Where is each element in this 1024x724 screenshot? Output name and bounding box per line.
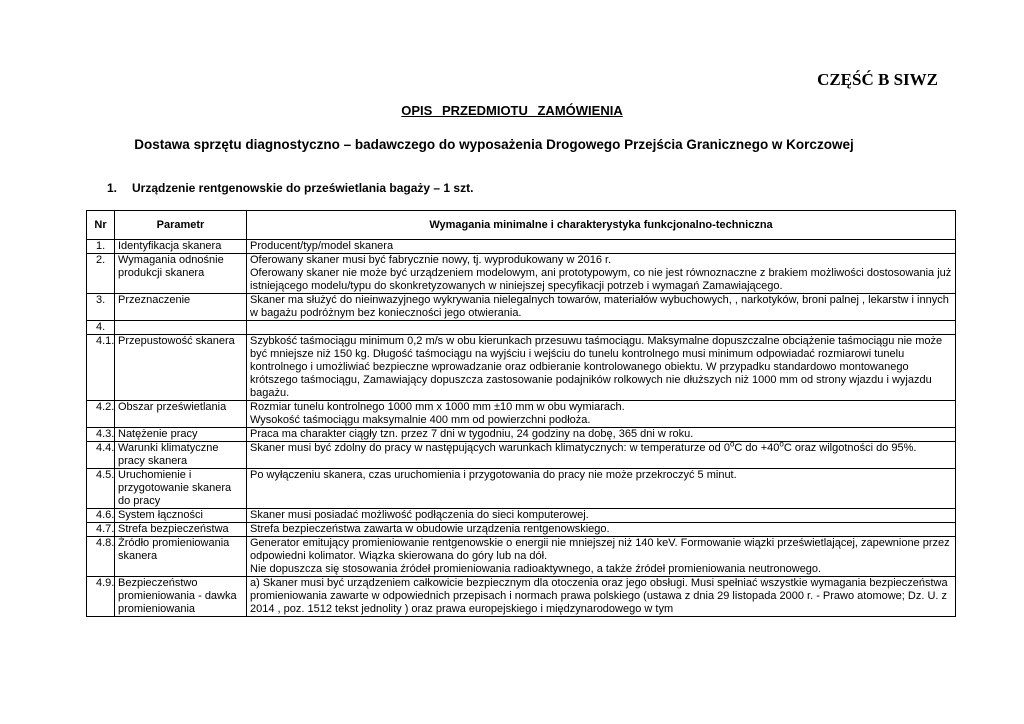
- row-requirement: [247, 439, 956, 469]
- requirement-paragraph: Rozmiar tunelu kontrolnego 1000 mm x 1000 mm ±10 mm w obu wymiarach.: [250, 401, 625, 413]
- requirement-paragraph: a) Skaner musi być urządzeniem całkowicie bezpiecznym dla otoczenia oraz jego obsługi. Musi spełniać wszystkie wymagania bezpieczeństwa promieniowania zawarte w odpowiednich przepisach i normach prawa polskiego (ustawa z dnia 29 listopada 2000 r. - Prawo atomowe; Dz. U. z 2014 , poz. 1512 tekst jednolity ) oraz prawa europejskiego i międzynarodowego w tym: [250, 577, 948, 615]
- row-number: 4.9.: [87, 577, 115, 617]
- row-parameter: Natężenie pracy: [115, 428, 247, 442]
- requirement-paragraph: Oferowany skaner musi być fabrycznie nowy, tj. wyprodukowany w 2016 r.: [250, 254, 612, 266]
- row-parameter: Obszar prześwietlania: [115, 401, 247, 428]
- row-parameter: Bezpieczeństwo promieniowania - dawka promieniowania: [115, 577, 247, 617]
- table-row: [87, 577, 956, 617]
- requirement-paragraph: Skaner ma służyć do nieinwazyjnego wykrywania nielegalnych towarów, materiałów wybuchowych, , narkotyków, broni palnej , lekarstw i innych w bagażu podróżnym bez konieczności jego otwierania.: [250, 294, 949, 319]
- degree-superscript: o: [779, 439, 784, 449]
- document-subtitle: Dostawa sprzętu diagnostyczno – badawczego do wyposażenia Drogowego Przejścia Granicznego w Korczowej: [134, 137, 854, 152]
- row-number: 4.4.: [87, 442, 115, 469]
- row-number: 4.3.: [87, 428, 115, 442]
- section-title: Urządzenie rentgenowskie do prześwietlania bagaży – 1 szt.: [132, 181, 474, 195]
- row-number: 4.6.: [87, 509, 115, 523]
- row-requirement: [247, 335, 956, 401]
- requirement-paragraph: Nie dopuszcza się stosowania źródeł promieniowania radioaktywnego, a także źródeł promieniowania neutronowego.: [250, 563, 822, 575]
- row-requirement: [247, 294, 956, 321]
- table-row: [87, 537, 956, 577]
- table-row: [87, 335, 956, 401]
- table-row: [87, 442, 956, 469]
- document-title: OPIS PRZEDMIOTU ZAMÓWIENIA: [401, 103, 623, 118]
- row-number: 2.: [87, 254, 115, 294]
- row-parameter: System łączności: [115, 509, 247, 523]
- row-requirement: [247, 401, 956, 428]
- column-header-parameter: Parametr: [115, 211, 247, 240]
- table-row: [87, 428, 956, 442]
- row-number: 4.: [87, 321, 115, 335]
- requirement-paragraph: Oferowany skaner nie może być urządzeniem modelowym, ani prototypowym, co nie jest równoznaczne z brakiem możliwości dostosowania już istniejącego modelu/typu do skonkretyzowanych w niniejszej specyfikacji potrzeb i wymagań Zamawiającego.: [250, 267, 952, 292]
- requirements-table: [86, 210, 956, 617]
- requirement-paragraph: Skaner musi być zdolny do pracy w następujących warunkach klimatycznych: w temperaturze od 0$^o$C do $+40^oC$ oraz wilgotności do 95%.: [250, 439, 917, 454]
- row-requirement: [247, 469, 956, 509]
- table-row: [87, 240, 956, 254]
- requirement-paragraph: Skaner musi posiadać możliwość podłączenia do sieci komputerowej.: [250, 509, 589, 521]
- row-requirement: [247, 321, 956, 335]
- row-parameter: [115, 321, 247, 335]
- row-number: 4.7.: [87, 523, 115, 537]
- table-row: [87, 523, 956, 537]
- table-header-row: [87, 211, 956, 240]
- row-parameter: Identyfikacja skanera: [115, 240, 247, 254]
- row-number: 4.1.: [87, 335, 115, 401]
- section-heading: [107, 181, 473, 195]
- row-parameter: Strefa bezpieczeństwa: [115, 523, 247, 537]
- table-row: [87, 469, 956, 509]
- part-label: CZĘŚĆ B SIWZ: [817, 70, 938, 89]
- degree-superscript: o: [729, 439, 735, 449]
- row-parameter: Warunki klimatyczne pracy skanera: [115, 442, 247, 469]
- table-row: [87, 509, 956, 523]
- requirement-paragraph: Praca ma charakter ciągły tzn. przez 7 dni w tygodniu, 24 godziny na dobę, 365 dni w roku.: [250, 428, 694, 440]
- requirements-table-container: [86, 210, 956, 617]
- row-requirement: [247, 240, 956, 254]
- row-parameter: Wymagania odnośnie produkcji skanera: [115, 254, 247, 294]
- row-parameter: Przeznaczenie: [115, 294, 247, 321]
- row-requirement: [247, 537, 956, 577]
- row-number: 4.8.: [87, 537, 115, 577]
- row-parameter: Źródło promieniowania skanera: [115, 537, 247, 577]
- row-requirement: [247, 577, 956, 617]
- row-number: 3.: [87, 294, 115, 321]
- row-number: 4.5.: [87, 469, 115, 509]
- section-number: 1.: [107, 181, 118, 195]
- requirement-paragraph: Producent/typ/model skanera: [250, 240, 394, 252]
- row-number: 4.2.: [87, 401, 115, 428]
- table-row: [87, 294, 956, 321]
- requirement-paragraph: Po wyłączeniu skanera, czas uruchomienia i przygotowania do pracy nie może przekroczyć 5 minut.: [250, 469, 737, 481]
- column-header-requirements: Wymagania minimalne i charakterystyka funkcjonalno-techniczna: [247, 211, 956, 240]
- table-row: [87, 401, 956, 428]
- requirement-paragraph: Strefa bezpieczeństwa zawarta w obudowie urządzenia rentgenowskiego.: [250, 523, 610, 535]
- row-number: 1.: [87, 240, 115, 254]
- row-requirement: [247, 509, 956, 523]
- row-parameter: Przepustowość skanera: [115, 335, 247, 401]
- row-parameter: Uruchomienie i przygotowanie skanera do pracy: [115, 469, 247, 509]
- requirement-paragraph: Generator emitujący promieniowanie rentgenowskie o energii nie mniejszej niż 140 keV. Formowanie wiązki prześwietlającej, zapewnione przez odpowiedni kolimator. Wiązka skierowana do góry lub na dół.: [250, 537, 950, 562]
- row-requirement: [247, 523, 956, 537]
- requirement-paragraph: Szybkość taśmociągu minimum 0,2 m/s w obu kierunkach przesuwu taśmociągu. Maksymalne dopuszczalne obciążenie taśmociągu nie może być mniejsze niż 150 kg. Długość taśmociągu na wyjściu i wejściu do tunelu kontrolnego musi minimum odpowiadać rozmiarowi tunelu kontrolnego i umożliwiać bezpieczne wprowadzanie oraz odbieranie kontrolowanego obiektu. W przypadku standardowo montowanego krótszego taśmociągu, Zamawiający dopuszcza zastosowanie podajników rolkowych nie dłuższych niż 1000 mm od strony wjazdu i wyjazdu bagażu.: [250, 335, 943, 399]
- table-row: [87, 321, 956, 335]
- table-body: [87, 240, 956, 617]
- requirement-paragraph: Wysokość taśmociągu maksymalnie 400 mm od powierzchni podłoża.: [250, 414, 591, 426]
- row-requirement: [247, 254, 956, 294]
- table-row: [87, 254, 956, 294]
- row-requirement: [247, 428, 956, 442]
- column-header-nr: Nr: [87, 211, 115, 240]
